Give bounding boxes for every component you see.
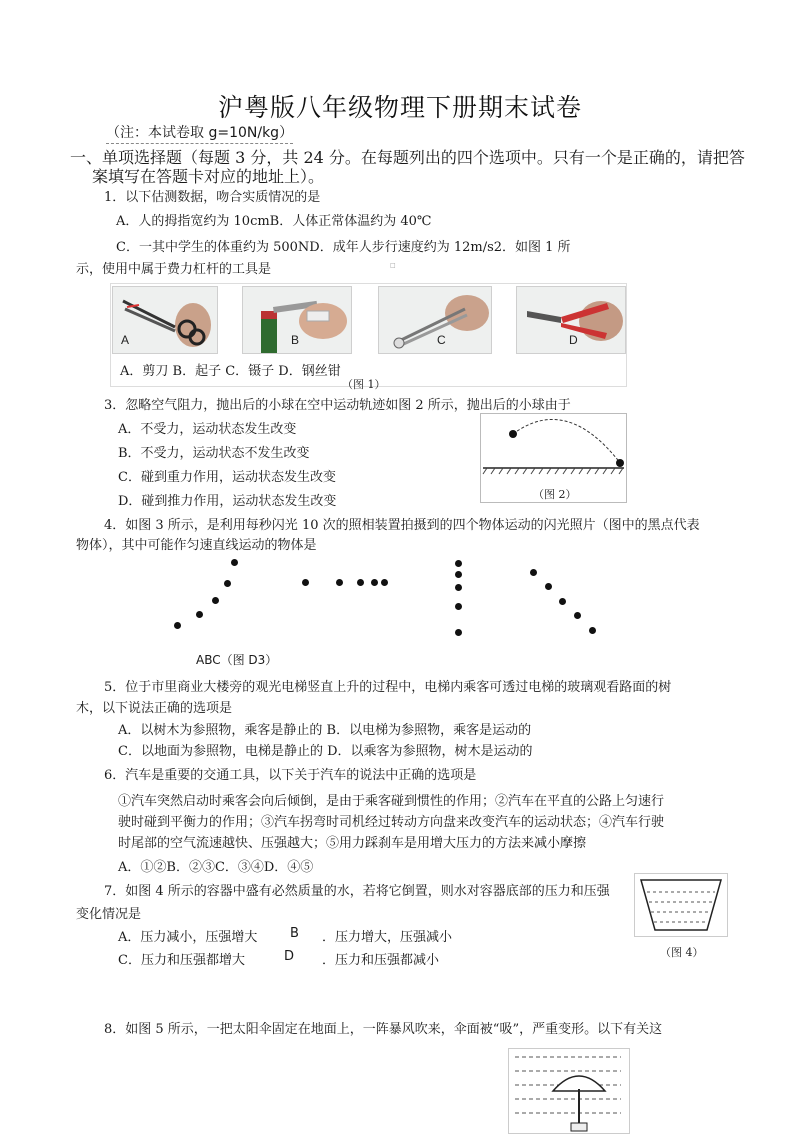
question-4-line1: 4．如图 3 所示，是利用每秒闪光 10 次的照相装置拍摄到的四个物体运动的闪光照片（图中的黑点代表 [104,518,700,533]
question-1-option-ab: A．人的拇指宽约为 10cmB．人体正常体温约为 40℃ [116,214,432,229]
question-7-option-b: ．压力增大，压强减小 [322,930,453,945]
section-header-line2: 案填写在答题卡对应的地址上）。 [92,167,325,186]
figure-2-frame [480,413,627,503]
figure-4-caption: （图 4） [660,946,704,959]
question-5-option-cd: C．以地面为参照物，电梯是静止的 D．以乘客为参照物，树木是运动的 [118,744,533,759]
question-3-option-c: C．碰到重力作用，运动状态发生改变 [118,470,336,485]
question-5-line2: 木，以下说法正确的选项是 [76,701,233,716]
section-header-line1: 一、单项选择题（每题 3 分，共 24 分。在每题列出的四个选项中。只有一个是正确的，请把答 [70,148,745,167]
figure-3-caption: ABC（图 D3） [196,653,278,667]
question-6-statement-line3: 时尾部的空气流速越快、压强越大；⑤用力踩刹车是用增大压力的方法来减小摩擦 [118,836,587,851]
figure-1-label-c: C [437,333,446,347]
question-7-line1: 7．如图 4 所示的容器中盛有必然质量的水，若将它倒置，则水对容器底部的压力和压强 [104,884,610,899]
figure-1-label-a: A [121,333,130,347]
question-3-option-d: D．碰到推力作用，运动状态发生改变 [118,494,337,509]
question-1-option-cd: C．一其中学生的体重约为 500ND．成年人步行速度约为 12m/s2．如图 1 所 [116,240,571,255]
page-title: 沪粤版八年级物理下册期末试卷 [218,93,583,122]
question-7-option-c: C．压力和压强都增大 [118,953,245,968]
question-3-option-a: A．不受力，运动状态发生改变 [118,422,297,437]
question-7-option-d-letter: D [284,949,295,964]
question-5-option-ab: A．以树木为参照物，乘客是静止的 B．以电梯为参照物，乘客是运动的 [118,723,532,738]
question-7-line2: 变化情况是 [76,907,142,922]
question-8-line1: 8．如图 5 所示，一把太阳伞固定在地面上，一阵暴风吹来，伞面被“吸”，严重变形。以下有关这 [104,1022,663,1037]
question-7-option-a: A．压力减小，压强增大 [118,930,258,945]
figure-2-caption: （图 2） [533,488,577,501]
question-5-line1: 5．位于市里商业大楼旁的观光电梯竖直上升的过程中，电梯内乘客可透过电梯的玻璃观看路面的树 [104,680,672,695]
question-6-statement-line2: 驶时碰到平衡力的作用；③汽车拐弯时司机经过转动方向盘来改变汽车的运动状态；④汽车行驶 [118,815,665,830]
figure-4-frame [634,873,728,937]
question-2-stem-continued: 示，使用中属于费力杠杆的工具是 [76,262,272,277]
figure-1-label-d: D [569,333,578,347]
exam-note: （注：本试卷取 g=10N/kg） [106,122,293,144]
question-4-line2: 物体），其中可能作匀速直线运动的物体是 [76,538,317,553]
stray-mark: □ [390,262,396,269]
question-6-stem: 6．汽车是重要的交通工具，以下关于汽车的说法中正确的选项是 [104,768,477,783]
figure-1-photo-bottle-opener [242,286,352,354]
figure-1-photo-pliers [516,286,626,354]
figure-1-label-b: B [291,333,300,347]
question-2-options: A．剪刀 B．起子 C．镊子 D．钢丝钳 [120,364,341,379]
figure-1-caption: （图 1） [342,378,386,391]
question-7-option-d: ．压力和压强都减小 [322,953,440,968]
question-6-statement-line1: ①汽车突然启动时乘客会向后倾倒，是由于乘客碰到惯性的作用；②汽车在平直的公路上匀速行 [118,794,665,809]
question-7-option-b-letter: B [290,926,299,941]
figure-1-photo-scissors [112,286,218,354]
question-1-stem: 1．以下估测数据，吻合实质情况的是 [104,190,321,205]
question-6-options: A．①②B．②③C．③④D．④⑤ [118,860,314,875]
figure-5-frame [508,1048,630,1134]
figure-1-photo-tweezers [378,286,492,354]
question-3-option-b: B．不受力，运动状态不发生改变 [118,446,310,461]
question-3-stem: 3．忽略空气阻力，抛出后的小球在空中运动轨迹如图 2 所示，抛出后的小球由于 [104,398,571,413]
